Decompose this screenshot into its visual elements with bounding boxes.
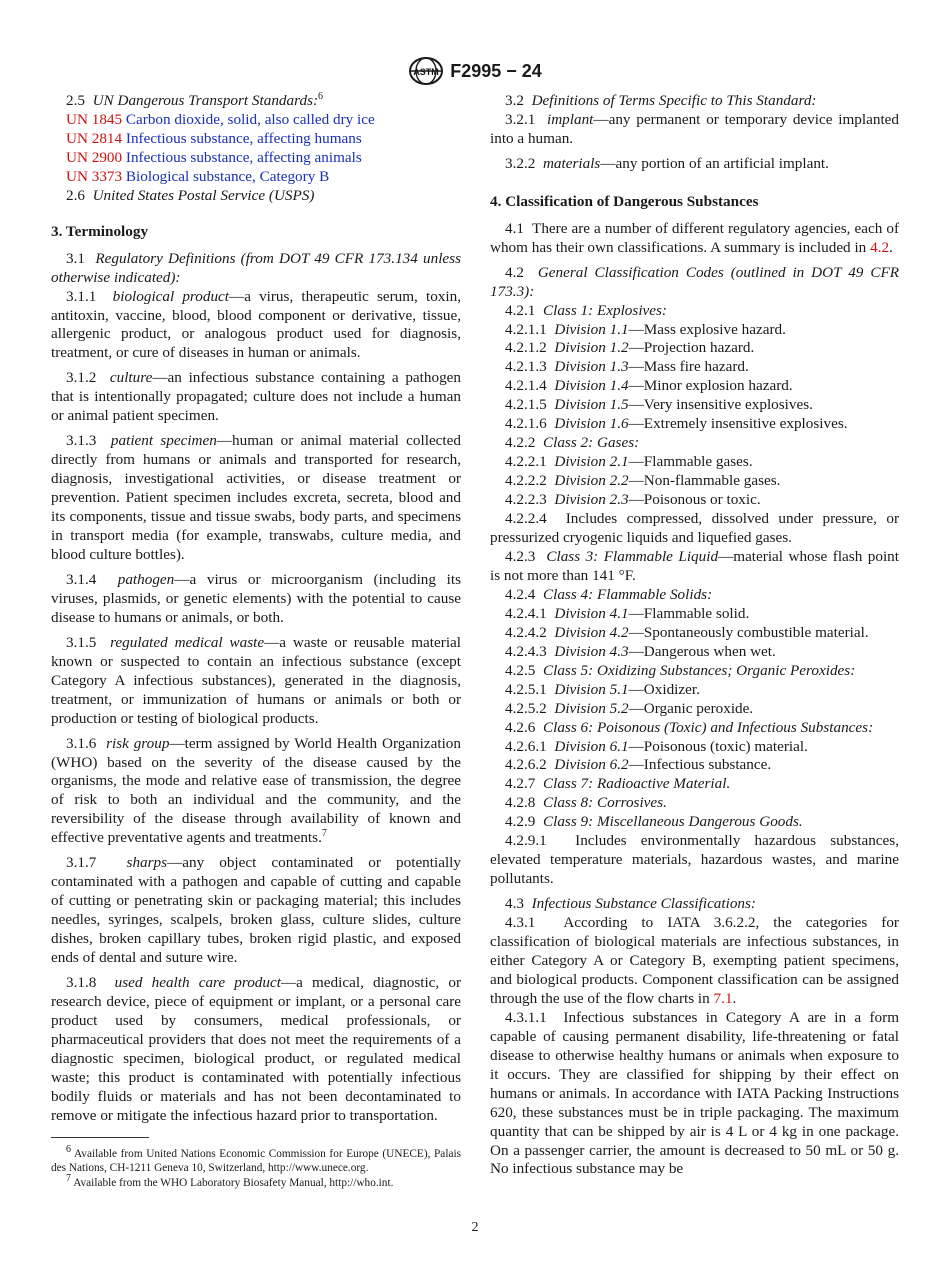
classification-item: 4.2.6.2 Division 6.2—Infectious substance. xyxy=(505,756,772,774)
classification-item: 4.2.4.2 Division 4.2—Spontaneously combustible material. xyxy=(505,623,869,641)
classification-item: 4.2.2.4 Includes compressed, dissolved under pressure, or pressurized cryogenic liquids and liquefied gases. xyxy=(490,510,899,547)
astm-logo-icon xyxy=(408,56,444,86)
classification-item: 4.2.9 Class 9: Miscellaneous Dangerous Goods. xyxy=(505,813,803,831)
definition-3-1-2: 3.1.2 culture—an infectious substance containing a pathogen that is intentionally propagated; culture does not include a human or animal patient specimen. xyxy=(51,369,461,425)
footnote: $^6$ Available from United Nations Economic Commission for Europe (UNECE), Palais des Nations, CH-1211 Geneva 10, Switzerland, http://www.unece.org. xyxy=(51,1144,462,1175)
definition-3-2-2: 3.2.2 materials—any portion of an artificial implant. xyxy=(505,154,829,172)
section-4-3-1: 4.3.1 According to IATA 3.6.2.2, the categories for classification of biological materials are infectious substances, in either Category A or Category B, exempting patient specimens, and biological products. Component classification can be assigned through the use of the flow charts in 7.1. xyxy=(490,914,899,1007)
classification-item: 4.2.1.6 Division 1.6—Extremely insensitive explosives. xyxy=(505,415,848,433)
section-3-2: 3.2 Definitions of Terms Specific to This Standard: xyxy=(505,92,817,109)
footnote-divider xyxy=(51,1137,149,1138)
section-4-2: 4.2 General Classification Codes (outlined in DOT 49 CFR 173.3): xyxy=(490,263,900,300)
svg-text:ASTM: ASTM xyxy=(413,67,439,77)
classification-item: 4.2.5 Class 5: Oxidizing Substances; Organic Peroxides: xyxy=(505,661,856,679)
classification-list xyxy=(490,302,899,890)
classification-item: 4.2.5.1 Division 5.1—Oxidizer. xyxy=(505,680,700,698)
definition-3-1-1: 3.1.1 biological product—a virus, therapeutic serum, toxin, antitoxin, vaccine, blood, blood component or derivative, tissue, allergenic product, or analogous product used for diagnosis, treatment, or cure of diseases in human or animals. xyxy=(51,287,461,362)
section-2-5: 2.5 UN Dangerous Transport Standards:$^6$ xyxy=(66,90,324,109)
left-column xyxy=(51,92,461,1126)
classification-item: 4.2.7 Class 7: Radioactive Material. xyxy=(505,775,731,793)
definition-3-1-4: 3.1.4 pathogen—a virus or microorganism (including its viruses, plasmids, or genetic elements) with the potential to cause disease to humans or animals, or both. xyxy=(51,570,462,626)
terminology-heading: 3. Terminology xyxy=(51,222,149,240)
definition-3-1-6: 3.1.6 risk group—term assigned by World Health Organization (WHO) based on the severity of the disease caused by the organisms, the mode and relative ease of transmission, the degree of risk to both an individual and the community, and the reversibility of the disease through availability of known and effective preventative agents and treatments.$^7$ xyxy=(51,734,461,847)
classification-item: 4.2.4.1 Division 4.1—Flammable solid. xyxy=(505,604,750,622)
classification-item: 4.2.4 Class 4: Flammable Solids: xyxy=(505,585,713,603)
classification-item: 4.2.1 Class 1: Explosives: xyxy=(505,301,667,319)
section-link[interactable]: 4.2 xyxy=(870,238,890,256)
definition-3-1-8: 3.1.8 used health care product—a medical, diagnostic, or research device, piece of equipment or implant, or a personal care product used by consumers, medical professionals, or pharmaceutical providers that does not meet the requirements of a diagnostic specimen, biological product, or regulated medical waste; this product is contaminated with potentially infectious bodily fluids or materials and has not been decontaminated to remove or mitigate the infectious hazard prior to transportation. xyxy=(51,973,461,1124)
classification-item: 4.2.4.3 Division 4.3—Dangerous when wet. xyxy=(505,642,776,660)
page-header xyxy=(0,56,950,91)
classification-item: 4.2.9.1 Includes environmentally hazardous substances, elevated temperature materials, hazardous wastes, and marine pollutants. xyxy=(490,832,899,888)
classification-item: 4.2.6.1 Division 6.1—Poisonous (toxic) material. xyxy=(505,737,808,755)
classification-item: 4.2.1.4 Division 1.4—Minor explosion hazard. xyxy=(505,377,793,395)
classification-item: 4.2.2 Class 2: Gases: xyxy=(505,434,640,452)
classification-item: 4.2.1.3 Division 1.3—Mass fire hazard. xyxy=(505,358,749,376)
section-2-6: 2.6 United States Postal Service (USPS) xyxy=(66,186,315,204)
un-list-item[interactable]: UN 3373 Biological substance, Category B xyxy=(66,167,330,185)
definition-3-1-3: 3.1.3 patient specimen—human or animal material collected directly from humans or animals and transported for research, diagnosis, investigational activities, or disease treatment or prevention. Patient specimen includes excreta, secreta, blood and its components, tissue and tissue swabs, body parts, and specimens in transport media (for example, transwabs, culture media, and blood culture bottles). xyxy=(51,432,461,563)
classification-item: 4.2.1.5 Division 1.5—Very insensitive explosives. xyxy=(505,396,813,414)
right-column xyxy=(490,92,899,1179)
un-list-item[interactable]: UN 2814 Infectious substance, affecting humans xyxy=(66,129,362,147)
classification-item: 4.2.1.1 Division 1.1—Mass explosive hazard. xyxy=(505,320,786,338)
designation: F2995 − 24 xyxy=(450,60,542,81)
footnote: $^7$ Available from the WHO Laboratory Biosafety Manual, http://who.int. xyxy=(66,1173,394,1189)
section-4-3: 4.3 Infectious Substance Classifications: xyxy=(505,895,756,913)
classification-item: 4.2.5.2 Division 5.2—Organic peroxide. xyxy=(505,699,754,717)
definition-3-2-1: 3.2.1 implant—any permanent or temporary device implanted into a human. xyxy=(490,110,900,147)
page-number: 2 xyxy=(471,1220,479,1235)
section-link[interactable]: 7.1 xyxy=(713,989,733,1007)
classification-item: 4.2.8 Class 8: Corrosives. xyxy=(505,794,667,812)
section-4-1: 4.1 There are a number of different regulatory agencies, each of whom has their own classifications. A summary is included in 4.2. xyxy=(490,219,900,256)
classification-item: 4.2.2.3 Division 2.3—Poisonous or toxic. xyxy=(505,491,761,509)
classification-item: 4.2.2.2 Division 2.2—Non-flammable gases. xyxy=(505,472,781,490)
classification-item: 4.2.3 Class 3: Flammable Liquid—material whose flash point is not more than 141 °F. xyxy=(490,547,899,584)
definition-3-1-5: 3.1.5 regulated medical waste—a waste or reusable material known or suspected to contain an infectious substance (except Category A infectious substances), generated in the diagnosis, treatment, or immunization of humans or animals or both or production or testing of biological products. xyxy=(51,633,461,727)
classification-item: 4.2.6 Class 6: Poisonous (Toxic) and Infectious Substances: xyxy=(505,718,874,736)
classification-heading: 4. Classification of Dangerous Substances xyxy=(490,192,759,210)
un-list-item[interactable]: UN 2900 Infectious substance, affecting animals xyxy=(66,148,362,166)
classification-item: 4.2.1.2 Division 1.2—Projection hazard. xyxy=(505,339,755,357)
section-4-3-1-1: 4.3.1.1 Infectious substances in Category A are in a form capable of causing permanent disability, life-threatening or fatal disease to otherwise healthy humans or animals when exposure to it occurs. They are classified for shipping by their effect on humans or animals. In accordance with IATA Packing Instructions 620, these substances must be in triple packaging. The maximum quantity that can be shipped by air is 4 L or 4 kg in one package. On a passenger carrier, the amount is decreased to 50 mL or 50 g. No infectious substance may be xyxy=(490,1008,900,1178)
un-list-item[interactable]: UN 1845 Carbon dioxide, solid, also called dry ice xyxy=(66,110,375,128)
classification-item: 4.2.2.1 Division 2.1—Flammable gases. xyxy=(505,453,753,471)
definition-3-1-7: 3.1.7 sharps—any object contaminated or potentially contaminated with a pathogen and capable of cutting and capable of cutting or penetrating skin or packaging material; this includes needles, syringes, scalpels, broken glass, culture slides, culture dishes, broken capillary tubes, broken rigid plastic, and exposed ends of dental and suture wire. xyxy=(51,854,461,967)
section-3-1: 3.1 Regulatory Definitions (from DOT 49 CFR 173.134 unless otherwise indicated): xyxy=(51,249,461,286)
footnotes xyxy=(51,1144,462,1190)
